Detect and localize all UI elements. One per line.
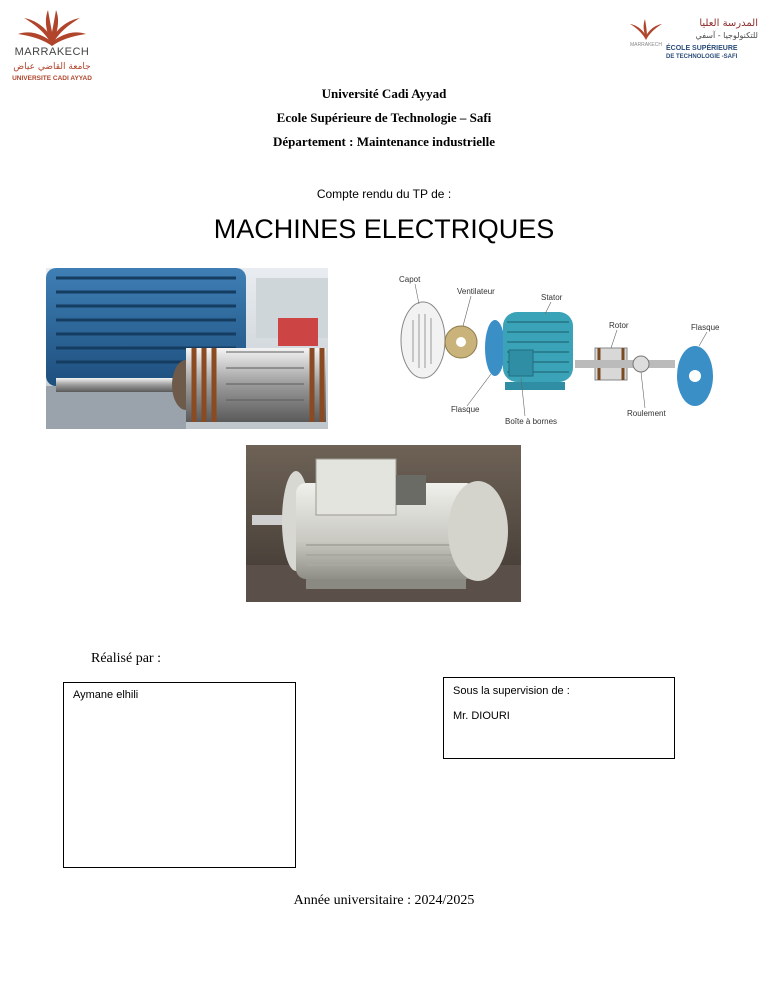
university-name: Université Cadi Ayyad (321, 86, 447, 101)
school-arabic-1: المدرسة العليا (699, 18, 758, 29)
logo-name: MARRAKECH (14, 46, 90, 58)
department-name: Département : Maintenance industrielle (272, 134, 496, 149)
page-title: MACHINES ELECTRIQUES (213, 214, 555, 244)
label-stator: Stator (541, 293, 563, 302)
exploded-motor-diagram (395, 272, 735, 432)
school-french-2: DE TECHNOLOGIE -SAFI (666, 54, 738, 60)
author-box (63, 682, 296, 868)
report-subtitle: Compte rendu du TP de : (316, 187, 452, 201)
label-flasque-right: Flasque (691, 323, 720, 332)
rotor-photo (46, 268, 328, 429)
supervision-box (443, 677, 675, 759)
supervision-label: Sous la supervision de : (453, 685, 570, 697)
school-french-1: ÉCOLE SUPÉRIEURE (666, 45, 738, 52)
motor-photo (246, 445, 521, 602)
logo-caption: UNIVERSITE CADI AYYAD (12, 75, 92, 82)
school-name: Ecole Supérieure de Technologie – Safi (276, 110, 492, 125)
label-ventilateur: Ventilateur (457, 287, 495, 296)
school-emblem-icon (628, 18, 664, 42)
school-logo (628, 18, 758, 66)
label-flasque-left: Flasque (451, 405, 480, 414)
label-rotor: Rotor (609, 321, 629, 330)
academic-year: Année universitaire : 2024/2025 (293, 893, 475, 908)
school-arabic-2: للتكنولوجيا - آسفي (695, 31, 758, 40)
school-logo-name: MARRAKECH (630, 42, 662, 48)
logo-arabic: جامعة القاضي عياض (13, 62, 91, 72)
author-name: Aymane elhili (73, 689, 139, 701)
realise-label: Réalisé par : (91, 651, 161, 666)
university-logo (8, 8, 96, 88)
label-capot: Capot (399, 275, 421, 284)
supervisor-name: Mr. DIOURI (453, 710, 510, 722)
label-roulement: Roulement (627, 409, 666, 418)
label-boite: Boîte à bornes (505, 417, 558, 426)
palm-emblem-icon (8, 8, 96, 48)
